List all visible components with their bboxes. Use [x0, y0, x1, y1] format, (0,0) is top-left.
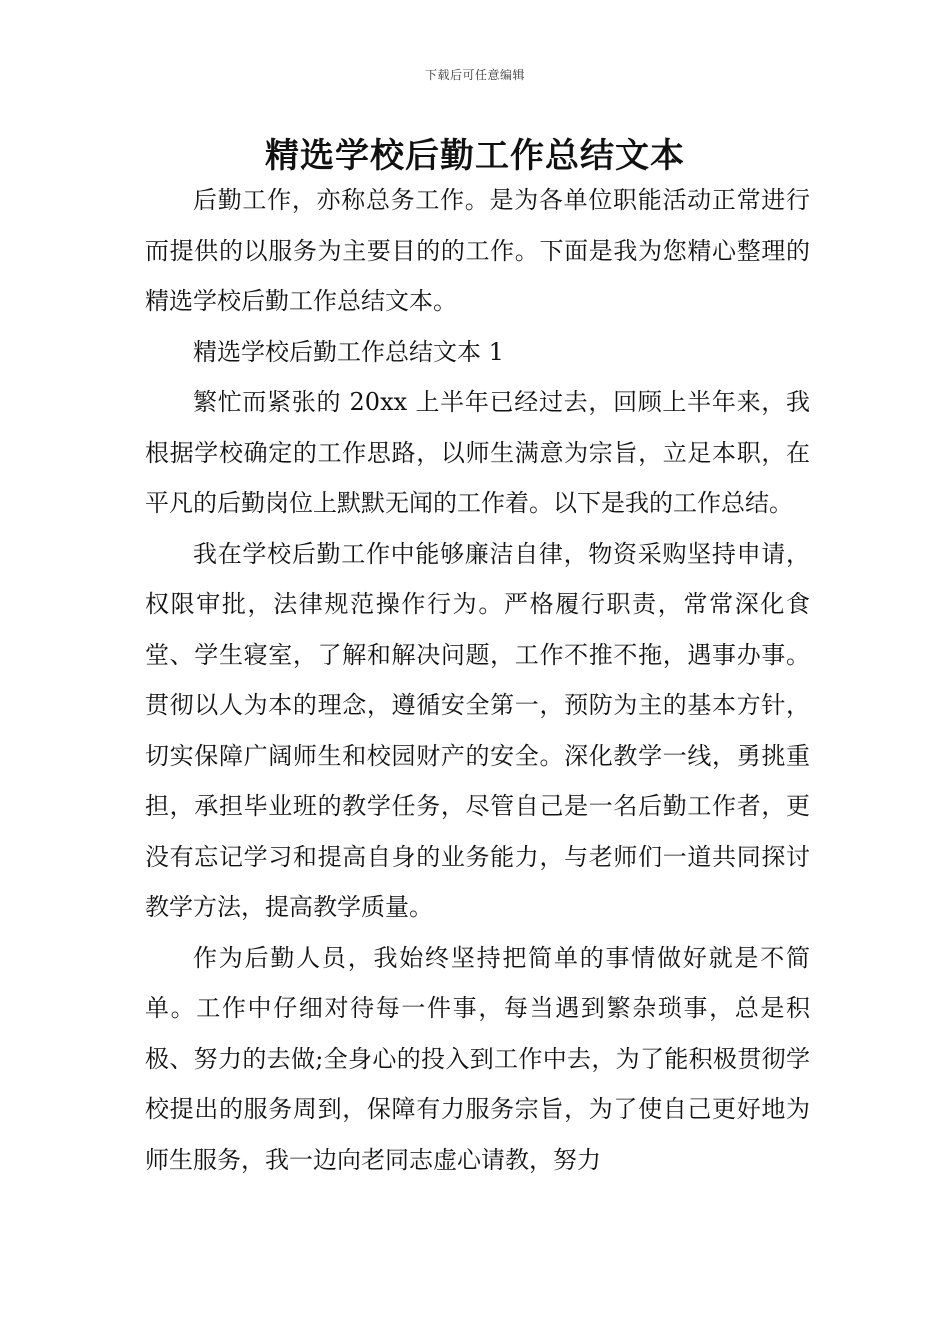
paragraph: 作为后勤人员，我始终坚持把简单的事情做好就是不简单。工作中仔细对待每一件事，每当遇到繁杂琐事，总是积极、努力的去做;全身心的投入到工作中去，为了能积极贯彻学校提出的服务周到，保障有力服务宗旨，为了使自己更好地为师生服务，我一边向老同志虚心请教，努力 — [145, 943, 810, 1174]
paragraph: 后勤工作，亦称总务工作。是为各单位职能活动正常进行而提供的以服务为主要目的的工作。下面是我为您精心整理的精选学校后勤工作总结文本。 — [145, 186, 810, 315]
document-title: 精选学校后勤工作总结文本 — [265, 136, 685, 176]
paragraph: 我在学校后勤工作中能够廉洁自律，物资采购坚持申请，权限审批，法律规范操作行为。严格履行职责，常常深化食堂、学生寝室，了解和解决问题，工作不推不拖，遇事办事。贯彻以人为本的理念，遵循安全第一，预防为主的基本方针，切实保障广阔师生和校园财产的安全。深化教学一线，勇挑重担，承担毕业班的教学任务，尽管自己是一名后勤工作者，更没有忘记学习和提高自身的业务能力，与老师们一道共同探讨教学方法，提高教学质量。 — [145, 539, 810, 921]
paragraph: 繁忙而紧张的 20xx 上半年已经过去，回顾上半年来，我根据学校确定的工作思路，以师生满意为宗旨，立足本职，在平凡的后勤岗位上默默无闻的工作着。以下是我的工作总结。 — [145, 388, 810, 517]
page-header: 下载后可任意编辑 — [424, 68, 525, 82]
section-heading: 精选学校后勤工作总结文本 1 — [193, 337, 504, 366]
document-body — [145, 175, 810, 1185]
